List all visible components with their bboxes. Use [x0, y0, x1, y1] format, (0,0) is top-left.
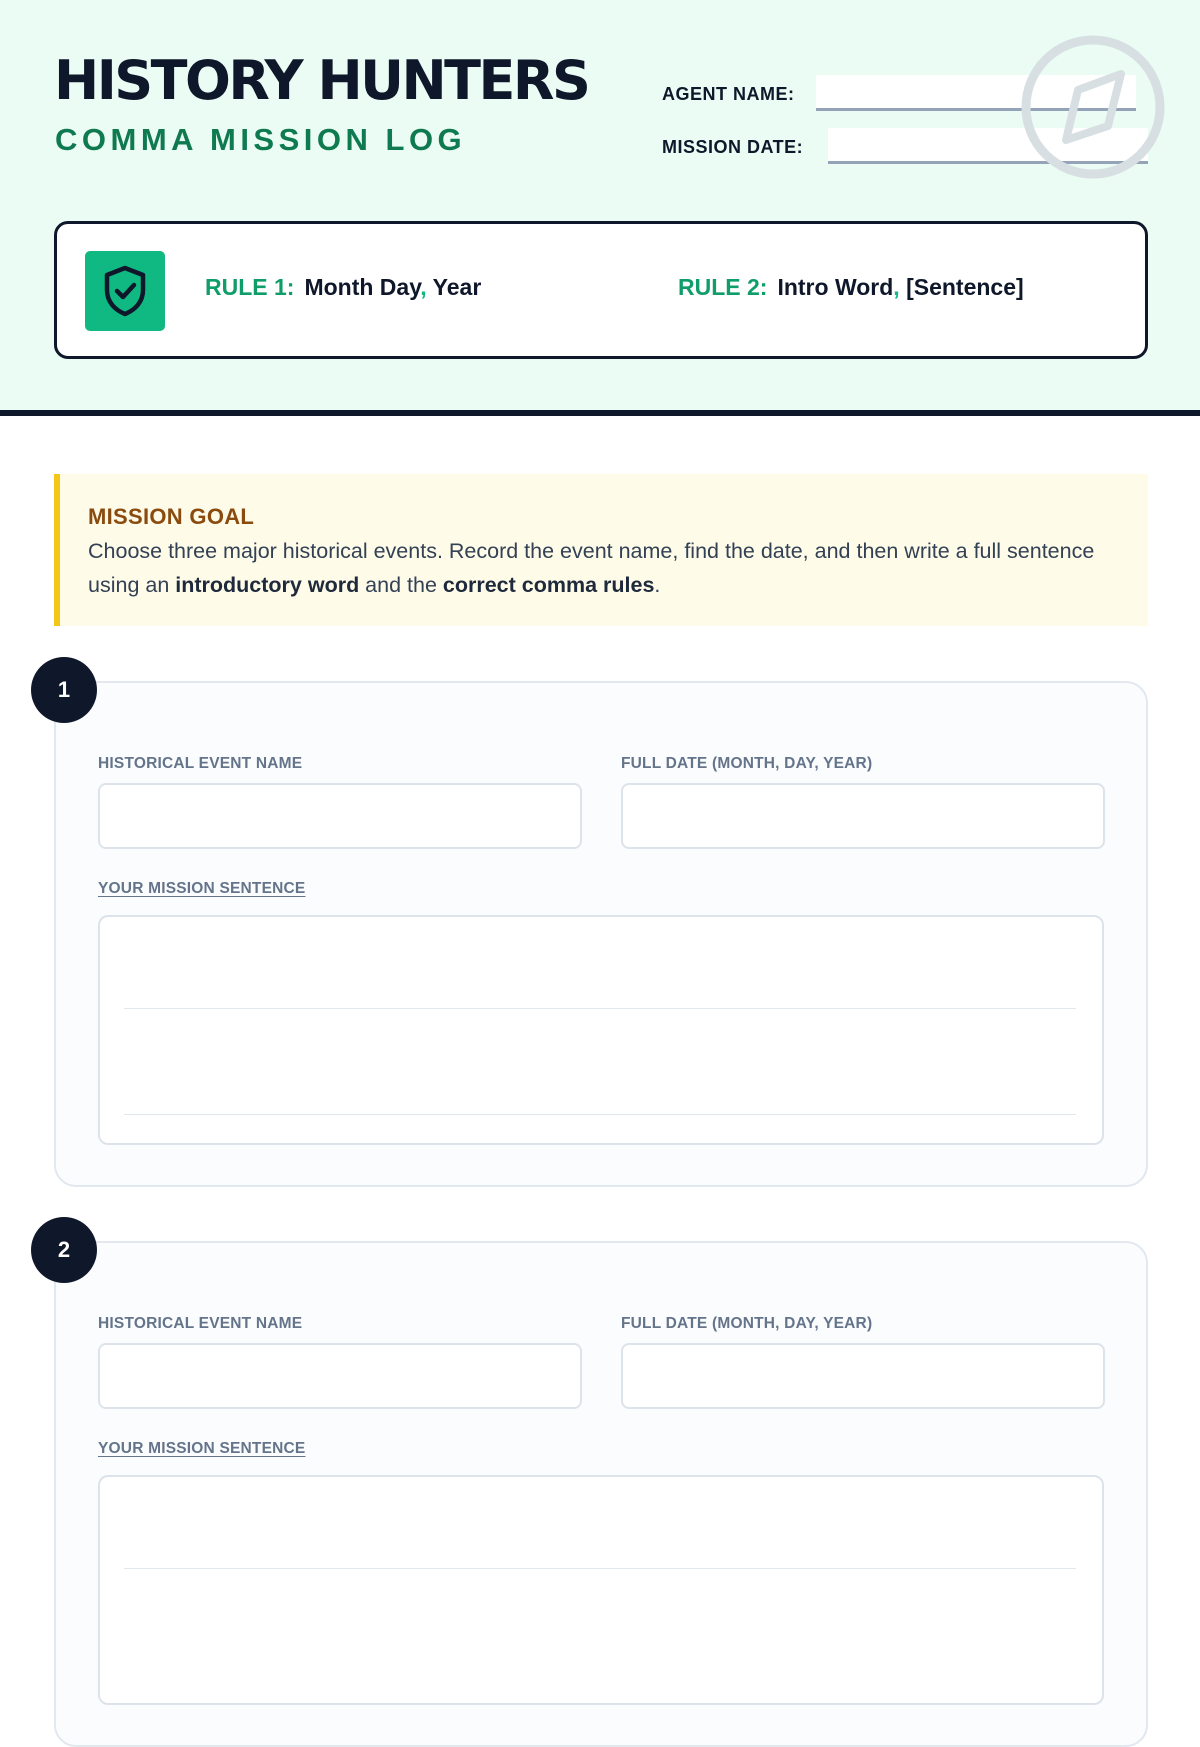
- mission-number-badge: 1: [31, 657, 97, 723]
- mission-goal-text: [88, 534, 1108, 602]
- mission-sentence-label: YOUR MISSION SENTENCE: [98, 880, 306, 897]
- rule-1: [205, 276, 481, 299]
- mission-date-label: MISSION DATE:: [662, 137, 804, 157]
- shield-check-icon: [101, 265, 149, 317]
- writing-line: [124, 1568, 1076, 1569]
- goal-text-start: Choose three major historical events. Record the event name, find the date, and then write a full sentence using an: [88, 539, 1095, 597]
- event-name-label: HISTORICAL EVENT NAME: [98, 1315, 303, 1332]
- rule-1-comma: ,: [420, 274, 427, 300]
- goal-text-bold-1: introductory word: [175, 573, 360, 597]
- worksheet-header: [0, 0, 1200, 416]
- full-date-label: FULL DATE (MONTH, DAY, YEAR): [621, 755, 873, 772]
- mission-sentence-area[interactable]: [98, 1475, 1104, 1705]
- mission-sentence-label: YOUR MISSION SENTENCE: [98, 1440, 306, 1457]
- goal-text-end: .: [654, 573, 661, 597]
- mission-card: [54, 681, 1148, 1187]
- mission-goal-box: [54, 474, 1148, 626]
- rule-2-after: [Sentence]: [899, 274, 1024, 300]
- goal-text-middle: and the: [359, 573, 443, 597]
- worksheet-title: HISTORY HUNTERS: [54, 49, 589, 112]
- rule-1-after: Year: [426, 274, 482, 300]
- rule-2: [678, 276, 1024, 299]
- writing-line: [124, 1114, 1076, 1115]
- rule-2-tag: RULE 2:: [678, 274, 768, 300]
- worksheet-subtitle: COMMA MISSION LOG: [55, 122, 467, 157]
- full-date-input[interactable]: [621, 1343, 1105, 1409]
- event-name-input[interactable]: [98, 1343, 582, 1409]
- agent-name-label: AGENT NAME:: [662, 84, 795, 104]
- compass-icon: [1020, 34, 1166, 180]
- rule-1-before: Month Day: [304, 274, 421, 300]
- rule-1-text: [304, 274, 481, 300]
- shield-badge: [85, 251, 165, 331]
- rule-2-text: [777, 274, 1023, 300]
- full-date-label: FULL DATE (MONTH, DAY, YEAR): [621, 1315, 873, 1332]
- rule-1-tag: RULE 1:: [205, 274, 295, 300]
- goal-text-bold-2: correct comma rules: [442, 573, 655, 597]
- event-name-input[interactable]: [98, 783, 582, 849]
- rule-2-before: Intro Word: [777, 274, 894, 300]
- rule-2-comma: ,: [893, 274, 900, 300]
- mission-sentence-area[interactable]: [98, 915, 1104, 1145]
- writing-line: [124, 1008, 1076, 1009]
- mission-number-badge: 2: [31, 1217, 97, 1283]
- mission-goal-title: MISSION GOAL: [88, 504, 255, 529]
- full-date-input[interactable]: [621, 783, 1105, 849]
- event-name-label: HISTORICAL EVENT NAME: [98, 755, 303, 772]
- mission-card: [54, 1241, 1148, 1747]
- comma-rules-box: [54, 221, 1148, 359]
